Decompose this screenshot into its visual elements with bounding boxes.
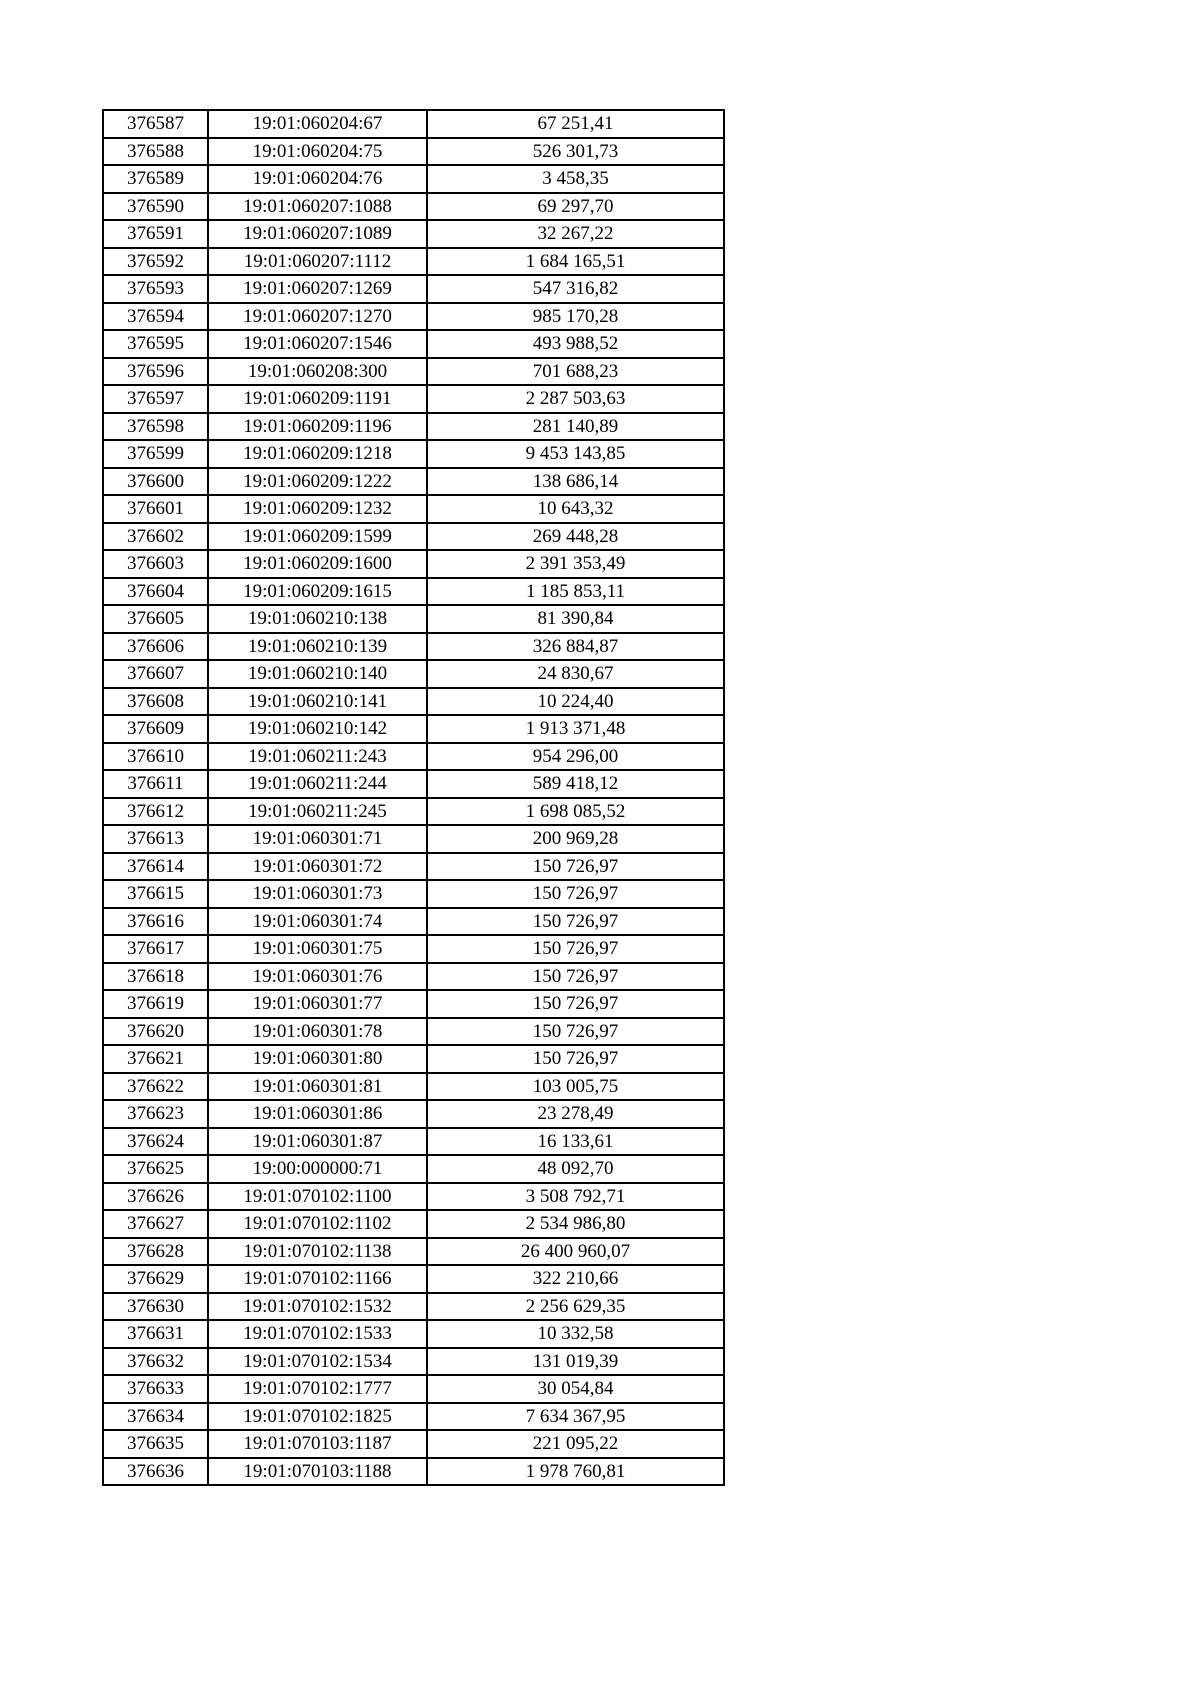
cadastral-number-cell: 19:01:060301:76 xyxy=(208,963,427,991)
row-number-cell: 376589 xyxy=(103,165,208,193)
row-number-cell: 376594 xyxy=(103,303,208,331)
cadastral-value-cell: 26 400 960,07 xyxy=(427,1238,724,1266)
cadastral-number-cell: 19:01:060211:243 xyxy=(208,743,427,771)
row-number-cell: 376633 xyxy=(103,1375,208,1403)
row-number-cell: 376603 xyxy=(103,550,208,578)
row-number-cell: 376588 xyxy=(103,138,208,166)
table-row xyxy=(103,1045,724,1073)
table-row xyxy=(103,440,724,468)
row-number-cell: 376606 xyxy=(103,633,208,661)
cadastral-number-cell: 19:00:000000:71 xyxy=(208,1155,427,1183)
cadastral-number-cell: 19:01:060301:75 xyxy=(208,935,427,963)
cadastral-value-table xyxy=(102,109,725,1486)
cadastral-number-cell: 19:01:060301:87 xyxy=(208,1128,427,1156)
table-row xyxy=(103,1403,724,1431)
cadastral-value-cell: 3 508 792,71 xyxy=(427,1183,724,1211)
cadastral-number-cell: 19:01:060204:76 xyxy=(208,165,427,193)
cadastral-value-cell: 103 005,75 xyxy=(427,1073,724,1101)
row-number-cell: 376632 xyxy=(103,1348,208,1376)
row-number-cell: 376610 xyxy=(103,743,208,771)
table-row xyxy=(103,1018,724,1046)
row-number-cell: 376619 xyxy=(103,990,208,1018)
cadastral-number-cell: 19:01:070102:1166 xyxy=(208,1265,427,1293)
cadastral-number-cell: 19:01:060301:86 xyxy=(208,1100,427,1128)
cadastral-value-cell: 23 278,49 xyxy=(427,1100,724,1128)
cadastral-number-cell: 19:01:060207:1546 xyxy=(208,330,427,358)
row-number-cell: 376621 xyxy=(103,1045,208,1073)
cadastral-number-cell: 19:01:060210:141 xyxy=(208,688,427,716)
cadastral-number-cell: 19:01:060209:1222 xyxy=(208,468,427,496)
row-number-cell: 376605 xyxy=(103,605,208,633)
row-number-cell: 376608 xyxy=(103,688,208,716)
cadastral-number-cell: 19:01:060211:244 xyxy=(208,770,427,798)
cadastral-value-cell: 150 726,97 xyxy=(427,963,724,991)
cadastral-number-cell: 19:01:060204:67 xyxy=(208,110,427,138)
table-row xyxy=(103,1073,724,1101)
cadastral-number-cell: 19:01:060210:140 xyxy=(208,660,427,688)
cadastral-value-cell: 701 688,23 xyxy=(427,358,724,386)
row-number-cell: 376635 xyxy=(103,1430,208,1458)
cadastral-value-cell: 32 267,22 xyxy=(427,220,724,248)
cadastral-value-cell: 954 296,00 xyxy=(427,743,724,771)
cadastral-value-cell: 48 092,70 xyxy=(427,1155,724,1183)
cadastral-number-cell: 19:01:060301:77 xyxy=(208,990,427,1018)
table-row xyxy=(103,743,724,771)
cadastral-value-cell: 493 988,52 xyxy=(427,330,724,358)
table-row xyxy=(103,1128,724,1156)
row-number-cell: 376609 xyxy=(103,715,208,743)
cadastral-value-cell: 547 316,82 xyxy=(427,275,724,303)
row-number-cell: 376623 xyxy=(103,1100,208,1128)
table-row xyxy=(103,550,724,578)
table-row xyxy=(103,495,724,523)
cadastral-value-cell: 150 726,97 xyxy=(427,853,724,881)
table-row xyxy=(103,1375,724,1403)
cadastral-value-cell: 150 726,97 xyxy=(427,1045,724,1073)
table-row xyxy=(103,138,724,166)
row-number-cell: 376626 xyxy=(103,1183,208,1211)
cadastral-number-cell: 19:01:060210:142 xyxy=(208,715,427,743)
table-row xyxy=(103,248,724,276)
cadastral-value-cell: 67 251,41 xyxy=(427,110,724,138)
table-row xyxy=(103,688,724,716)
row-number-cell: 376612 xyxy=(103,798,208,826)
table-row xyxy=(103,220,724,248)
cadastral-number-cell: 19:01:070103:1187 xyxy=(208,1430,427,1458)
cadastral-number-cell: 19:01:060209:1191 xyxy=(208,385,427,413)
cadastral-number-cell: 19:01:060209:1232 xyxy=(208,495,427,523)
cadastral-number-cell: 19:01:070102:1533 xyxy=(208,1320,427,1348)
cadastral-number-cell: 19:01:070102:1100 xyxy=(208,1183,427,1211)
cadastral-value-cell: 1 978 760,81 xyxy=(427,1458,724,1486)
cadastral-value-cell: 10 643,32 xyxy=(427,495,724,523)
row-number-cell: 376607 xyxy=(103,660,208,688)
row-number-cell: 376604 xyxy=(103,578,208,606)
row-number-cell: 376614 xyxy=(103,853,208,881)
table-row xyxy=(103,578,724,606)
row-number-cell: 376613 xyxy=(103,825,208,853)
row-number-cell: 376591 xyxy=(103,220,208,248)
cadastral-number-cell: 19:01:060301:74 xyxy=(208,908,427,936)
table-row xyxy=(103,1100,724,1128)
cadastral-value-cell: 589 418,12 xyxy=(427,770,724,798)
row-number-cell: 376598 xyxy=(103,413,208,441)
cadastral-number-cell: 19:01:060301:73 xyxy=(208,880,427,908)
table-row xyxy=(103,523,724,551)
row-number-cell: 376611 xyxy=(103,770,208,798)
cadastral-value-cell: 150 726,97 xyxy=(427,990,724,1018)
table-row xyxy=(103,770,724,798)
cadastral-number-cell: 19:01:060209:1196 xyxy=(208,413,427,441)
cadastral-number-cell: 19:01:060207:1269 xyxy=(208,275,427,303)
row-number-cell: 376615 xyxy=(103,880,208,908)
table-row xyxy=(103,990,724,1018)
table-row xyxy=(103,1265,724,1293)
cadastral-number-cell: 19:01:060210:139 xyxy=(208,633,427,661)
cadastral-value-cell: 150 726,97 xyxy=(427,908,724,936)
row-number-cell: 376596 xyxy=(103,358,208,386)
row-number-cell: 376622 xyxy=(103,1073,208,1101)
cadastral-number-cell: 19:01:060211:245 xyxy=(208,798,427,826)
table-body xyxy=(103,110,724,1485)
row-number-cell: 376618 xyxy=(103,963,208,991)
cadastral-value-cell: 326 884,87 xyxy=(427,633,724,661)
cadastral-value-cell: 131 019,39 xyxy=(427,1348,724,1376)
cadastral-value-cell: 10 332,58 xyxy=(427,1320,724,1348)
table-row xyxy=(103,798,724,826)
cadastral-number-cell: 19:01:060209:1600 xyxy=(208,550,427,578)
cadastral-value-cell: 1 913 371,48 xyxy=(427,715,724,743)
cadastral-number-cell: 19:01:060207:1089 xyxy=(208,220,427,248)
row-number-cell: 376627 xyxy=(103,1210,208,1238)
table-row xyxy=(103,1238,724,1266)
cadastral-value-cell: 985 170,28 xyxy=(427,303,724,331)
cadastral-value-cell: 2 287 503,63 xyxy=(427,385,724,413)
row-number-cell: 376595 xyxy=(103,330,208,358)
table-row xyxy=(103,633,724,661)
table-row xyxy=(103,468,724,496)
row-number-cell: 376631 xyxy=(103,1320,208,1348)
cadastral-number-cell: 19:01:060301:78 xyxy=(208,1018,427,1046)
cadastral-value-cell: 138 686,14 xyxy=(427,468,724,496)
row-number-cell: 376592 xyxy=(103,248,208,276)
cadastral-value-cell: 3 458,35 xyxy=(427,165,724,193)
cadastral-value-cell: 150 726,97 xyxy=(427,880,724,908)
cadastral-number-cell: 19:01:060301:71 xyxy=(208,825,427,853)
cadastral-value-cell: 69 297,70 xyxy=(427,193,724,221)
table-row xyxy=(103,193,724,221)
table-row xyxy=(103,825,724,853)
cadastral-number-cell: 19:01:060207:1088 xyxy=(208,193,427,221)
cadastral-number-cell: 19:01:070102:1825 xyxy=(208,1403,427,1431)
table-row xyxy=(103,880,724,908)
cadastral-number-cell: 19:01:060210:138 xyxy=(208,605,427,633)
table-row xyxy=(103,715,724,743)
row-number-cell: 376600 xyxy=(103,468,208,496)
cadastral-value-cell: 7 634 367,95 xyxy=(427,1403,724,1431)
cadastral-value-cell: 9 453 143,85 xyxy=(427,440,724,468)
cadastral-value-cell: 30 054,84 xyxy=(427,1375,724,1403)
table-row xyxy=(103,275,724,303)
cadastral-value-cell: 281 140,89 xyxy=(427,413,724,441)
cadastral-number-cell: 19:01:060301:81 xyxy=(208,1073,427,1101)
cadastral-number-cell: 19:01:060208:300 xyxy=(208,358,427,386)
row-number-cell: 376587 xyxy=(103,110,208,138)
row-number-cell: 376630 xyxy=(103,1293,208,1321)
table-row xyxy=(103,660,724,688)
row-number-cell: 376599 xyxy=(103,440,208,468)
cadastral-value-cell: 10 224,40 xyxy=(427,688,724,716)
cadastral-value-cell: 526 301,73 xyxy=(427,138,724,166)
cadastral-number-cell: 19:01:070103:1188 xyxy=(208,1458,427,1486)
cadastral-value-cell: 150 726,97 xyxy=(427,935,724,963)
table-row xyxy=(103,110,724,138)
cadastral-value-cell: 1 185 853,11 xyxy=(427,578,724,606)
table-row xyxy=(103,605,724,633)
table-row xyxy=(103,1155,724,1183)
cadastral-number-cell: 19:01:060209:1218 xyxy=(208,440,427,468)
cadastral-value-cell: 81 390,84 xyxy=(427,605,724,633)
table-row xyxy=(103,385,724,413)
row-number-cell: 376629 xyxy=(103,1265,208,1293)
row-number-cell: 376620 xyxy=(103,1018,208,1046)
table-row xyxy=(103,1210,724,1238)
cadastral-value-cell: 2 256 629,35 xyxy=(427,1293,724,1321)
cadastral-number-cell: 19:01:070102:1777 xyxy=(208,1375,427,1403)
cadastral-value-cell: 221 095,22 xyxy=(427,1430,724,1458)
table-row xyxy=(103,908,724,936)
table-row xyxy=(103,1458,724,1486)
table-row xyxy=(103,413,724,441)
cadastral-number-cell: 19:01:060209:1599 xyxy=(208,523,427,551)
table-row xyxy=(103,1430,724,1458)
row-number-cell: 376593 xyxy=(103,275,208,303)
row-number-cell: 376616 xyxy=(103,908,208,936)
cadastral-value-cell: 1 698 085,52 xyxy=(427,798,724,826)
cadastral-number-cell: 19:01:060207:1112 xyxy=(208,248,427,276)
cadastral-number-cell: 19:01:070102:1532 xyxy=(208,1293,427,1321)
row-number-cell: 376628 xyxy=(103,1238,208,1266)
cadastral-value-cell: 2 534 986,80 xyxy=(427,1210,724,1238)
row-number-cell: 376590 xyxy=(103,193,208,221)
row-number-cell: 376601 xyxy=(103,495,208,523)
table-row xyxy=(103,303,724,331)
cadastral-value-cell: 24 830,67 xyxy=(427,660,724,688)
cadastral-number-cell: 19:01:060204:75 xyxy=(208,138,427,166)
cadastral-value-cell: 16 133,61 xyxy=(427,1128,724,1156)
cadastral-number-cell: 19:01:060301:72 xyxy=(208,853,427,881)
table-row xyxy=(103,1320,724,1348)
row-number-cell: 376636 xyxy=(103,1458,208,1486)
cadastral-number-cell: 19:01:070102:1138 xyxy=(208,1238,427,1266)
table-row xyxy=(103,358,724,386)
row-number-cell: 376617 xyxy=(103,935,208,963)
cadastral-number-cell: 19:01:070102:1102 xyxy=(208,1210,427,1238)
table-row xyxy=(103,963,724,991)
cadastral-number-cell: 19:01:060209:1615 xyxy=(208,578,427,606)
cadastral-value-cell: 2 391 353,49 xyxy=(427,550,724,578)
row-number-cell: 376625 xyxy=(103,1155,208,1183)
row-number-cell: 376597 xyxy=(103,385,208,413)
table-row xyxy=(103,1183,724,1211)
table-row xyxy=(103,1348,724,1376)
table-row xyxy=(103,853,724,881)
table-row xyxy=(103,330,724,358)
cadastral-number-cell: 19:01:060207:1270 xyxy=(208,303,427,331)
row-number-cell: 376624 xyxy=(103,1128,208,1156)
cadastral-value-cell: 269 448,28 xyxy=(427,523,724,551)
table-row xyxy=(103,935,724,963)
cadastral-value-cell: 200 969,28 xyxy=(427,825,724,853)
cadastral-number-cell: 19:01:070102:1534 xyxy=(208,1348,427,1376)
cadastral-value-cell: 150 726,97 xyxy=(427,1018,724,1046)
row-number-cell: 376602 xyxy=(103,523,208,551)
cadastral-value-cell: 1 684 165,51 xyxy=(427,248,724,276)
cadastral-value-cell: 322 210,66 xyxy=(427,1265,724,1293)
table-row xyxy=(103,165,724,193)
row-number-cell: 376634 xyxy=(103,1403,208,1431)
cadastral-number-cell: 19:01:060301:80 xyxy=(208,1045,427,1073)
table-row xyxy=(103,1293,724,1321)
